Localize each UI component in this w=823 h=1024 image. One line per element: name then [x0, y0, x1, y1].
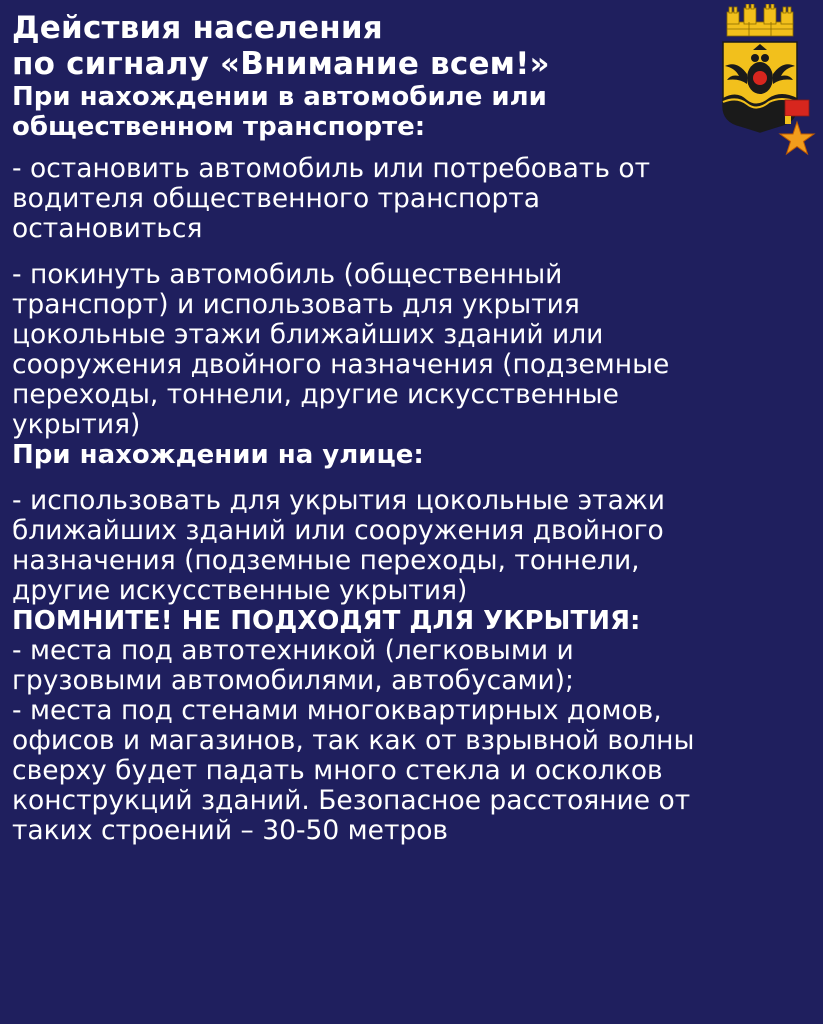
text-line: укрытия) [12, 409, 141, 440]
text-line: - покинуть автомобиль (общественный [12, 259, 563, 290]
text-line: назначения (подземные переходы, тоннели, [12, 545, 640, 576]
text-line: таких строений – 30-50 метров [12, 815, 449, 846]
text-line: ближайших зданий или сооружения двойного [12, 515, 664, 546]
text-line: цокольные этажи ближайших зданий или [12, 319, 604, 350]
text-line: транспорт) и использовать для укрытия [12, 289, 580, 320]
text-line: грузовыми автомобилями, автобусами); [12, 665, 574, 696]
text-line: водителя общественного транспорта [12, 183, 541, 214]
section-heading-street [12, 440, 811, 470]
text-line: - использовать для укрытия цокольные этажи [12, 485, 665, 516]
title-line: по сигналу «Внимание всем!» [12, 46, 550, 82]
title-line: Действия населения [12, 10, 383, 46]
section-heading-vehicle [12, 82, 811, 142]
list-item [12, 486, 811, 606]
text-line: остановиться [12, 213, 203, 244]
text-line: сверху будет падать много стекла и осколков [12, 755, 663, 786]
list-item [12, 636, 811, 696]
heading-line: общественном транспорте: [12, 112, 426, 142]
crown-icon [727, 4, 793, 36]
text-line: конструкций зданий. Безопасное расстояние от [12, 785, 691, 816]
text-line: офисов и магазинов, так как от взрывной волны [12, 725, 695, 756]
text-line: другие искусственные укрытия) [12, 575, 468, 606]
text-line: - места под автотехникой (легковыми и [12, 635, 574, 666]
page-title [12, 10, 702, 82]
heading-line: При нахождении в автомобиле или [12, 82, 547, 112]
gold-star-icon [780, 122, 814, 154]
heading-line: При нахождении на улице: [12, 440, 424, 470]
heading-line: ПОМНИТЕ! НЕ ПОДХОДЯТ ДЛЯ УКРЫТИЯ: [12, 606, 641, 636]
text-line: - остановить автомобиль или потребовать от [12, 153, 651, 184]
text-line: переходы, тоннели, другие искусственные [12, 379, 619, 410]
list-item [12, 260, 811, 440]
text-line: сооружения двойного назначения (подземные [12, 349, 670, 380]
city-coat-of-arms-icon [717, 4, 817, 160]
red-ribbon-icon [785, 100, 809, 124]
text-line: - места под стенами многоквартирных домов, [12, 695, 662, 726]
section-heading-warning [12, 606, 811, 636]
list-item [12, 154, 811, 244]
list-item [12, 696, 811, 846]
